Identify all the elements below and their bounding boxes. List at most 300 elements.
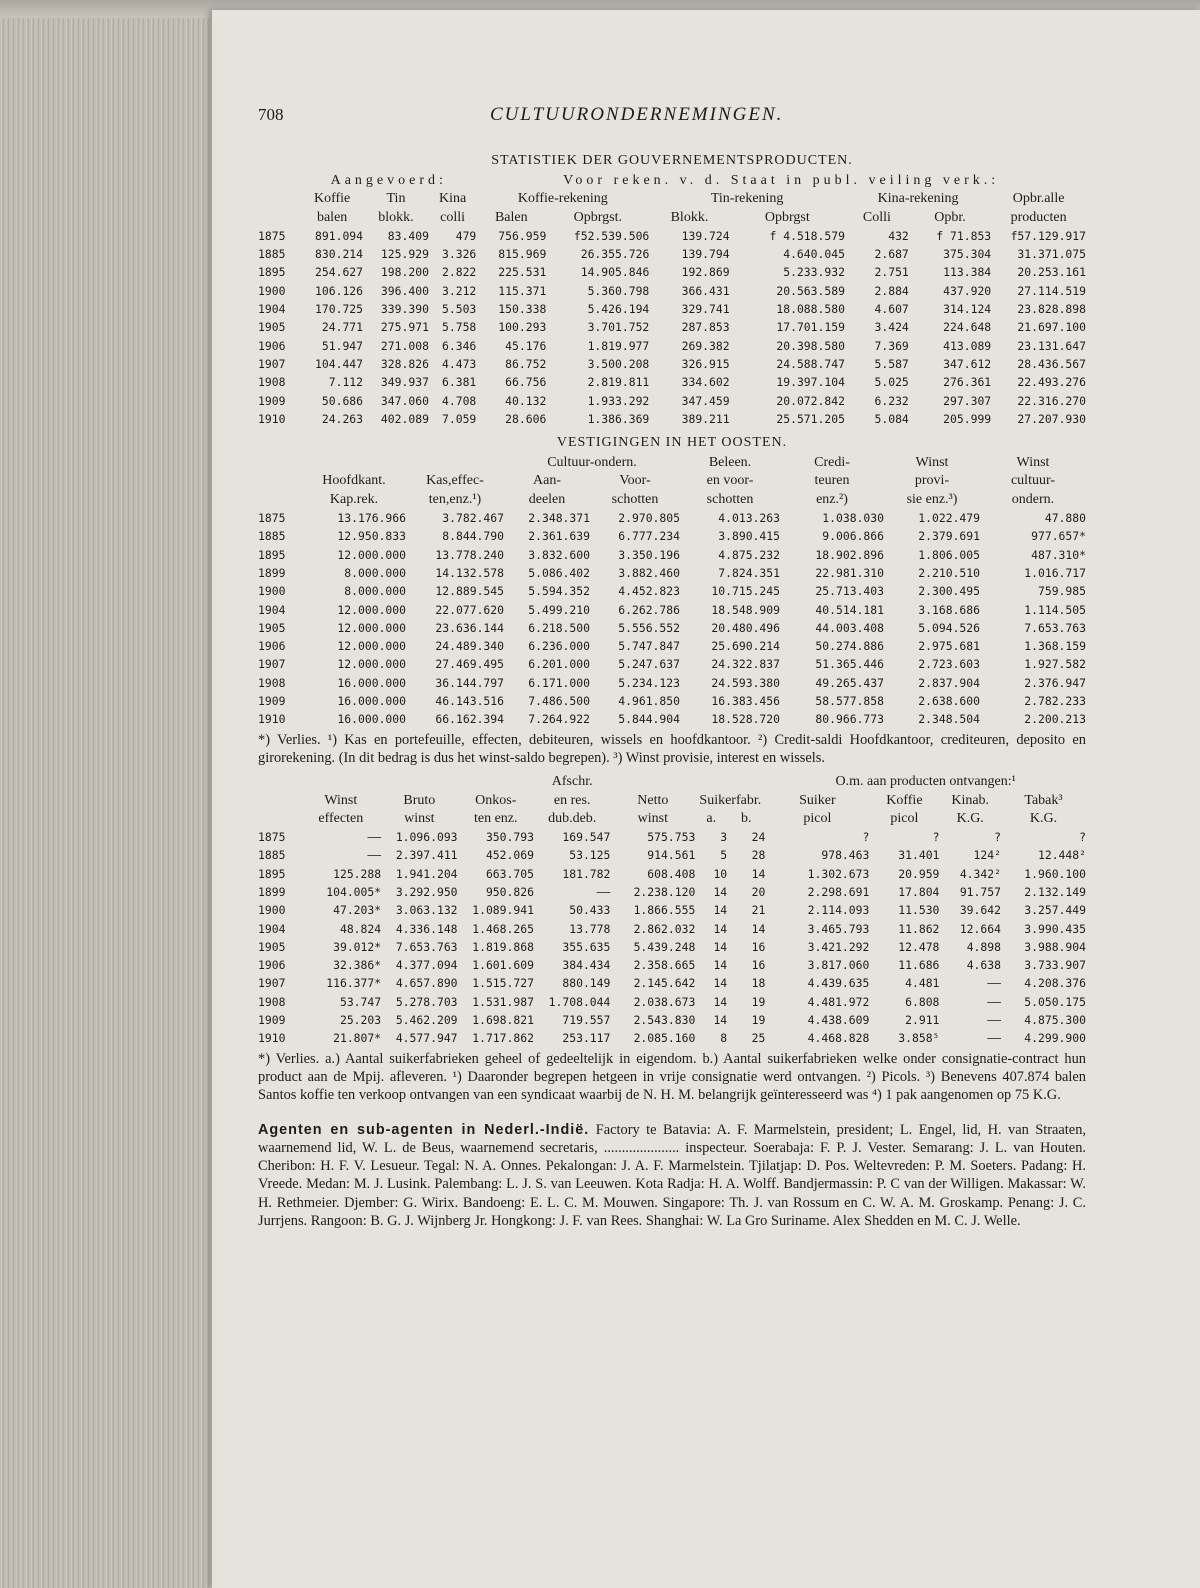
table-cell: 7.653.763 xyxy=(395,939,458,954)
table-cell: 2.911 xyxy=(905,1013,940,1028)
column-header: picol xyxy=(803,810,832,826)
table-cell: 3.257.449 xyxy=(1024,903,1086,918)
table-cell: —— xyxy=(367,848,382,863)
table-cell: 287.853 xyxy=(681,320,730,335)
column-header: Opbr. xyxy=(934,209,966,225)
table-row xyxy=(258,355,1086,373)
table-cell: 17.701.159 xyxy=(776,320,845,335)
column-header: Kina xyxy=(439,191,467,207)
table-cell: 3.990.435 xyxy=(1024,921,1086,936)
table-cell: 347.612 xyxy=(943,356,992,371)
year-cell: 1910 xyxy=(258,411,286,426)
column-header: blokk. xyxy=(378,209,414,225)
table-cell: 16 xyxy=(751,958,766,973)
table-cell: 20.072.842 xyxy=(776,393,845,408)
column-header: en voor- xyxy=(706,473,754,489)
table-cell: 1.468.265 xyxy=(472,921,534,936)
table-cell: 1.386.369 xyxy=(587,411,650,426)
table-row xyxy=(258,655,1086,673)
table-cell: 4.961.850 xyxy=(618,694,680,709)
table-cell: 355.635 xyxy=(562,939,611,954)
table-cell: 1.806.005 xyxy=(918,547,980,562)
table-cell: 11.862 xyxy=(898,921,940,936)
table-cell: 6.262.786 xyxy=(618,602,680,617)
table-cell: 6.201.000 xyxy=(528,657,590,672)
table-cell: 413.089 xyxy=(943,338,992,353)
table-cell: 3.817.060 xyxy=(807,958,870,973)
table-row xyxy=(258,546,1086,564)
table-row xyxy=(258,974,1086,992)
table-row xyxy=(258,1029,1086,1047)
table-cell: 5.426.194 xyxy=(587,302,650,317)
table-cell: 432 xyxy=(888,228,909,243)
column-header: balen xyxy=(316,209,348,225)
table-cell: 978.463 xyxy=(821,848,870,863)
table-cell: 3.701.752 xyxy=(587,320,650,335)
table3-header-row-1 xyxy=(258,773,1086,791)
column-header: winst xyxy=(404,810,435,826)
table-cell: 2.361.639 xyxy=(528,529,590,544)
column-header: Koffie xyxy=(886,792,923,808)
year-cell: 1908 xyxy=(258,675,286,690)
table-cell: 25 xyxy=(751,1031,766,1046)
table-row xyxy=(258,263,1086,281)
table-cell: 5.594.352 xyxy=(528,584,590,599)
year-cell: 1906 xyxy=(258,958,286,973)
year-cell: 1900 xyxy=(258,903,286,918)
table-cell: 12.664 xyxy=(959,921,1001,936)
table-cell: 7.653.763 xyxy=(1024,620,1086,635)
table-row xyxy=(258,692,1086,710)
table-cell: 27.114.519 xyxy=(1017,283,1086,298)
table-cell: 28.436.567 xyxy=(1017,356,1086,371)
table-cell: 53.125 xyxy=(569,848,611,863)
table-cell: 24.489.340 xyxy=(435,639,504,654)
column-header: K.G. xyxy=(956,810,984,826)
column-header: deelen xyxy=(528,491,566,507)
table-cell: 50.686 xyxy=(321,393,364,408)
table-cell: 950.826 xyxy=(485,884,534,899)
table-cell: 1.022.479 xyxy=(918,511,980,526)
table-cell: 8.000.000 xyxy=(344,584,406,599)
table-cell: 2.837.904 xyxy=(918,675,980,690)
table-cell: 2.114.093 xyxy=(807,903,870,918)
table1-body xyxy=(258,227,1086,428)
table-cell: 20.398.580 xyxy=(776,338,845,353)
table-cell: 8.844.790 xyxy=(442,529,504,544)
table-cell: 53.747 xyxy=(339,994,382,1009)
table-cell: 10 xyxy=(713,866,728,881)
year-cell: 1905 xyxy=(258,939,286,954)
table-cell: 663.705 xyxy=(485,866,534,881)
table-row xyxy=(258,846,1086,864)
table-cell: 5.086.402 xyxy=(528,565,590,580)
table-cell: 5.084 xyxy=(874,411,909,426)
table-cell: 45.176 xyxy=(505,338,547,353)
table-cell: 1.302.673 xyxy=(807,866,870,881)
table-cell: 5.234.123 xyxy=(618,675,680,690)
column-header: Hoofdkant. xyxy=(322,473,386,489)
table-cell: 20 xyxy=(751,884,766,899)
table-row xyxy=(258,564,1086,582)
table1-group-row xyxy=(258,172,1086,190)
table-cell: 21.807* xyxy=(333,1031,382,1046)
table-cell: 24.593.380 xyxy=(711,675,780,690)
column-header: Bruto xyxy=(403,792,436,808)
table-row xyxy=(258,337,1086,355)
column-header: b. xyxy=(741,810,752,826)
table-cell: 6.232 xyxy=(874,393,909,408)
column-header: dub.deb. xyxy=(548,810,597,826)
table-cell: 1.941.204 xyxy=(395,866,458,881)
table-cell: 2.300.495 xyxy=(918,584,980,599)
agents-heading: Agenten en sub-agenten in Nederl.-Indië. xyxy=(258,1121,590,1138)
table-cell: 2.723.603 xyxy=(918,657,980,672)
table-row xyxy=(258,410,1086,428)
column-header: Winst xyxy=(915,455,949,471)
table-cell: 347.459 xyxy=(681,393,730,408)
table-cell: 3.326 xyxy=(442,247,477,262)
table-cell: 106.126 xyxy=(315,283,364,298)
table-cell: 115.371 xyxy=(498,283,547,298)
table-row xyxy=(258,828,1086,846)
column-header: Blokk. xyxy=(670,209,709,225)
table-vestigingen xyxy=(258,454,1086,728)
table-cell: 139.724 xyxy=(681,228,730,243)
table-cell: 4.342² xyxy=(959,866,1001,881)
table-cell: 13.778 xyxy=(569,921,611,936)
table-cell: 719.557 xyxy=(562,1013,611,1028)
table-cell: 80.966.773 xyxy=(815,712,884,727)
column-header: a. xyxy=(706,810,717,826)
table-cell: 12.478 xyxy=(898,939,940,954)
table-row xyxy=(258,920,1086,938)
table-cell: 5.025 xyxy=(874,375,909,390)
table-cell: 18.902.896 xyxy=(815,547,884,562)
table-cell: 4.452.823 xyxy=(618,584,680,599)
table-cell: 24.771 xyxy=(321,320,364,335)
table3-header-row-3 xyxy=(258,810,1086,828)
table-cell: 12.000.000 xyxy=(337,620,406,635)
table-cell: 47.203* xyxy=(333,903,382,918)
table-cell: 254.627 xyxy=(315,265,364,280)
table-cell: —— xyxy=(987,1031,1001,1046)
table-cell: 7.369 xyxy=(874,338,909,353)
table-cell: 5.499.210 xyxy=(528,602,590,617)
table-cell: 23.131.647 xyxy=(1017,338,1086,353)
table-cell: 2.543.830 xyxy=(633,1013,696,1028)
table-cell: 25.571.205 xyxy=(776,411,845,426)
table-cell: 26.355.726 xyxy=(580,247,650,262)
column-header: Afschr. xyxy=(551,774,593,790)
table-cell: 880.149 xyxy=(562,976,611,991)
table1-header-row-2 xyxy=(258,209,1086,227)
table-cell: 389.211 xyxy=(681,411,730,426)
table-cell: 2.298.691 xyxy=(807,884,870,899)
page-number: 708 xyxy=(258,105,284,124)
column-header: schotten xyxy=(706,491,754,507)
table-row xyxy=(258,993,1086,1011)
table-cell: 18.528.720 xyxy=(711,712,780,727)
table-cell: 5.050.175 xyxy=(1024,994,1086,1009)
table-cell: 1.114.505 xyxy=(1024,602,1086,617)
table-cell: 21 xyxy=(751,903,766,918)
column-header: sie enz.³) xyxy=(906,491,958,507)
table-cell: 1.515.727 xyxy=(472,976,534,991)
table-cell: 150.338 xyxy=(498,302,547,317)
column-header: winst xyxy=(637,810,669,826)
table-cell: 5.556.552 xyxy=(618,620,680,635)
table-cell: 14 xyxy=(713,903,728,918)
table-cell: 6.171.000 xyxy=(528,675,590,690)
column-header: Balen xyxy=(494,209,528,225)
table-cell: 24.322.837 xyxy=(711,657,780,672)
column-header: Opbrgst. xyxy=(573,209,622,225)
table-cell: 329.741 xyxy=(681,302,730,317)
year-cell: 1906 xyxy=(258,639,286,654)
table-cell: 32.386* xyxy=(333,958,382,973)
table-cell: 4.898 xyxy=(966,939,1001,954)
table-cell: 17.804 xyxy=(898,884,940,899)
table-cell: 334.602 xyxy=(681,375,730,390)
year-cell: 1904 xyxy=(258,602,286,617)
table-cell: 46.143.516 xyxy=(435,694,504,709)
column-header: Tin xyxy=(386,191,406,207)
page-content xyxy=(258,106,1086,1245)
table-cell: 1.016.717 xyxy=(1024,565,1086,580)
table-cell: 6.236.000 xyxy=(528,639,590,654)
table-cell: 10.715.245 xyxy=(711,584,780,599)
year-cell: 1910 xyxy=(258,712,286,727)
table-cell: 2.376.947 xyxy=(1024,675,1086,690)
table-cell: 1.717.862 xyxy=(472,1031,534,1046)
table-cell: 50.274.886 xyxy=(815,639,884,654)
column-header: Credi- xyxy=(814,455,850,471)
table-cell: 169.547 xyxy=(562,830,611,845)
table-cell: 12.448² xyxy=(1037,848,1086,863)
column-header: ondern. xyxy=(1011,491,1055,507)
year-cell: 1909 xyxy=(258,1013,286,1028)
year-cell: 1900 xyxy=(258,283,286,298)
table-cell: f 4.518.579 xyxy=(769,228,845,243)
table-gouvernementsproducten xyxy=(258,172,1086,428)
column-header: Koffie xyxy=(313,191,351,207)
table-cell: 339.390 xyxy=(380,302,429,317)
table-cell: 3.421.292 xyxy=(807,939,870,954)
table-cell: 83.409 xyxy=(387,228,429,243)
column-header: Kinab. xyxy=(951,792,990,808)
table-cell: 20.480.496 xyxy=(711,620,780,635)
table-cell: —— xyxy=(367,830,382,845)
year-cell: 1905 xyxy=(258,620,286,635)
table-cell: 6.777.234 xyxy=(618,529,680,544)
table-cell: 275.971 xyxy=(380,320,429,335)
table-cell: 21.697.100 xyxy=(1017,320,1086,335)
column-header: ten,enz.¹) xyxy=(428,491,482,507)
table-cell: 2.358.665 xyxy=(633,958,696,973)
column-header: colli xyxy=(440,209,466,225)
table-cell: 5.503 xyxy=(442,302,477,317)
table-row xyxy=(258,300,1086,318)
table-row xyxy=(258,392,1086,410)
year-cell: 1875 xyxy=(258,228,286,243)
table-cell: 2.145.642 xyxy=(633,976,696,991)
table-cell: 24 xyxy=(751,830,766,845)
table-cell: 3.890.415 xyxy=(718,529,780,544)
table-cell: 7.264.922 xyxy=(528,712,590,727)
table-cell: 14 xyxy=(713,994,728,1009)
column-header: Kas,effec- xyxy=(426,473,484,489)
table-cell: 4.638 xyxy=(966,958,1001,973)
table-cell: 23.828.898 xyxy=(1017,302,1086,317)
table1-title: STATISTIEK DER GOUVERNEMENTSPRODUCTEN. xyxy=(491,153,853,168)
table-cell: 3.424 xyxy=(874,320,909,335)
table-cell: 1.038.030 xyxy=(822,511,884,526)
table-cell: 16.383.456 xyxy=(711,694,780,709)
table-cell: f52.539.506 xyxy=(573,228,650,243)
year-cell: 1895 xyxy=(258,265,286,280)
column-header: Opbrgst xyxy=(764,209,810,225)
table-cell: 1.819.977 xyxy=(587,338,650,353)
table2-title: VESTIGINGEN IN HET OOSTEN. xyxy=(556,435,788,451)
table-cell: 36.144.797 xyxy=(435,675,504,690)
table-cell: 4.377.094 xyxy=(395,958,458,973)
column-header: Tabak³ xyxy=(1024,792,1063,808)
table-cell: 6.381 xyxy=(442,375,477,390)
table-row xyxy=(258,373,1086,391)
group-verkocht: Voor reken. v. d. Staat in publ. veiling verk.: xyxy=(563,173,1000,188)
table2-header-row-2 xyxy=(258,472,1086,490)
table-cell: 224.648 xyxy=(943,320,992,335)
table-cell: 349.937 xyxy=(380,375,429,390)
table-cell: 384.434 xyxy=(562,958,611,973)
table-cell: 4.577.947 xyxy=(395,1031,458,1046)
table-cell: 4.481 xyxy=(905,976,940,991)
table-cell: 48.824 xyxy=(339,921,382,936)
table-cell: 3.782.467 xyxy=(442,511,504,526)
table-cell: 13.176.966 xyxy=(337,511,406,526)
year-cell: 1875 xyxy=(258,830,286,845)
table-cell: 1.708.044 xyxy=(548,994,611,1009)
table-cell: 269.382 xyxy=(681,338,730,353)
table-cell: 452.069 xyxy=(485,848,534,863)
table-cell: 104.447 xyxy=(315,356,364,371)
table-cell: 2.348.371 xyxy=(528,511,590,526)
table-cell: 2.238.120 xyxy=(633,884,696,899)
year-cell: 1907 xyxy=(258,976,286,991)
table-cell: 2.085.160 xyxy=(633,1031,696,1046)
year-cell: 1906 xyxy=(258,338,286,353)
table-cell: 3.465.793 xyxy=(807,921,870,936)
table-cell: 125.288 xyxy=(333,866,382,881)
table-cell: 5 xyxy=(720,848,728,863)
column-header: Kap.rek. xyxy=(329,491,379,507)
table-cell: 3 xyxy=(720,830,728,845)
table-cell: 12.889.545 xyxy=(435,584,504,599)
table3-header-row-2 xyxy=(258,792,1086,810)
table-cell: 4.208.376 xyxy=(1024,976,1086,991)
year-cell: 1885 xyxy=(258,247,286,262)
table-cell: 4.875.300 xyxy=(1024,1013,1086,1028)
table3-body xyxy=(258,828,1086,1048)
book-page xyxy=(212,10,1200,1588)
table-cell: ? xyxy=(862,830,870,845)
column-header: Cultuur-ondern. xyxy=(547,455,637,471)
table-row xyxy=(258,956,1086,974)
table-row xyxy=(258,865,1086,883)
column-header: teuren xyxy=(814,473,850,489)
table-cell: 19.397.104 xyxy=(776,375,845,390)
table-cell: 253.117 xyxy=(562,1031,611,1046)
column-header: Kina-rekening xyxy=(877,191,959,207)
table-cell: 24.588.747 xyxy=(776,356,845,371)
table-cell: 5.278.703 xyxy=(395,994,458,1009)
table-cell: 14 xyxy=(713,939,728,954)
column-header: Winst xyxy=(324,792,358,808)
table-row xyxy=(258,227,1086,245)
table3-footnotes: *) Verlies. a.) Aantal suikerfabrieken geheel of gedeeltelijk in eigendom. b.) Aantal suikerfabrieken welke onder consignatie-contract hun product aan de Mpij. afleveren. ¹) Daaronder begrepen hetgeen in vrije consignatie werd ontvangen. ²) Picols. ³) Benevens 407.874 balen Santos koffie ten verkoop ontvangen van een syndicaat waarbij de N. H. M. belangrijk geïnteresseerd was ⁴) 1 pak aangenomen op 75 K.G. xyxy=(258,1050,1086,1104)
table-cell: 4.468.828 xyxy=(807,1031,870,1046)
table-cell: 14 xyxy=(713,958,728,973)
table-cell: 1.096.093 xyxy=(395,830,458,845)
table-cell: 5.439.248 xyxy=(633,939,696,954)
table-cell: 4.875.232 xyxy=(718,547,780,562)
table-cell: 347.060 xyxy=(380,393,429,408)
table-cell: 297.307 xyxy=(943,393,992,408)
table-cell: 116.377* xyxy=(326,976,382,991)
table-cell: 314.124 xyxy=(943,302,992,317)
table-cell: 914.561 xyxy=(647,848,696,863)
table-cell: 198.200 xyxy=(380,265,429,280)
table-cell: f57.129.917 xyxy=(1010,228,1086,243)
column-header: Beleen. xyxy=(708,455,752,471)
table-cell: 2.782.233 xyxy=(1024,694,1086,709)
table-cell: 31.401 xyxy=(898,848,940,863)
table-row xyxy=(258,1011,1086,1029)
table-cell: 5.844.904 xyxy=(618,712,680,727)
table-cell: 7.112 xyxy=(328,375,364,390)
table-cell: 125.929 xyxy=(380,247,429,262)
table-cell: —— xyxy=(987,1013,1001,1028)
table-cell: 6.808 xyxy=(905,994,940,1009)
table-cell: 326.915 xyxy=(681,356,730,371)
year-cell: 1905 xyxy=(258,320,286,335)
column-header xyxy=(406,454,504,472)
table-cell: 6.218.500 xyxy=(528,620,590,635)
column-header: picol xyxy=(890,810,919,826)
year-cell: 1899 xyxy=(258,565,286,580)
table-cell: 12.950.833 xyxy=(337,529,406,544)
table-cell: 14 xyxy=(713,976,728,991)
year-cell: 1895 xyxy=(258,547,286,562)
table-cell: 4.657.890 xyxy=(395,976,458,991)
column-header: schotten xyxy=(611,491,659,507)
table-cell: 2.348.504 xyxy=(918,712,980,727)
table-cell: 14 xyxy=(713,1013,728,1028)
table2-body xyxy=(258,509,1086,729)
table-cell: 1.531.987 xyxy=(472,994,534,1009)
table-row xyxy=(258,601,1086,619)
table-cell: 1.866.555 xyxy=(633,903,696,918)
column-header: K.G. xyxy=(1029,810,1058,826)
table-cell: 25.713.403 xyxy=(815,584,884,599)
table-cell: ? xyxy=(1079,830,1086,845)
table-row xyxy=(258,245,1086,263)
table-cell: 1.698.821 xyxy=(472,1013,534,1028)
table-cell: 22.316.270 xyxy=(1017,393,1086,408)
table-cell: 2.379.691 xyxy=(918,529,980,544)
table-cell: 4.299.900 xyxy=(1024,1031,1086,1046)
